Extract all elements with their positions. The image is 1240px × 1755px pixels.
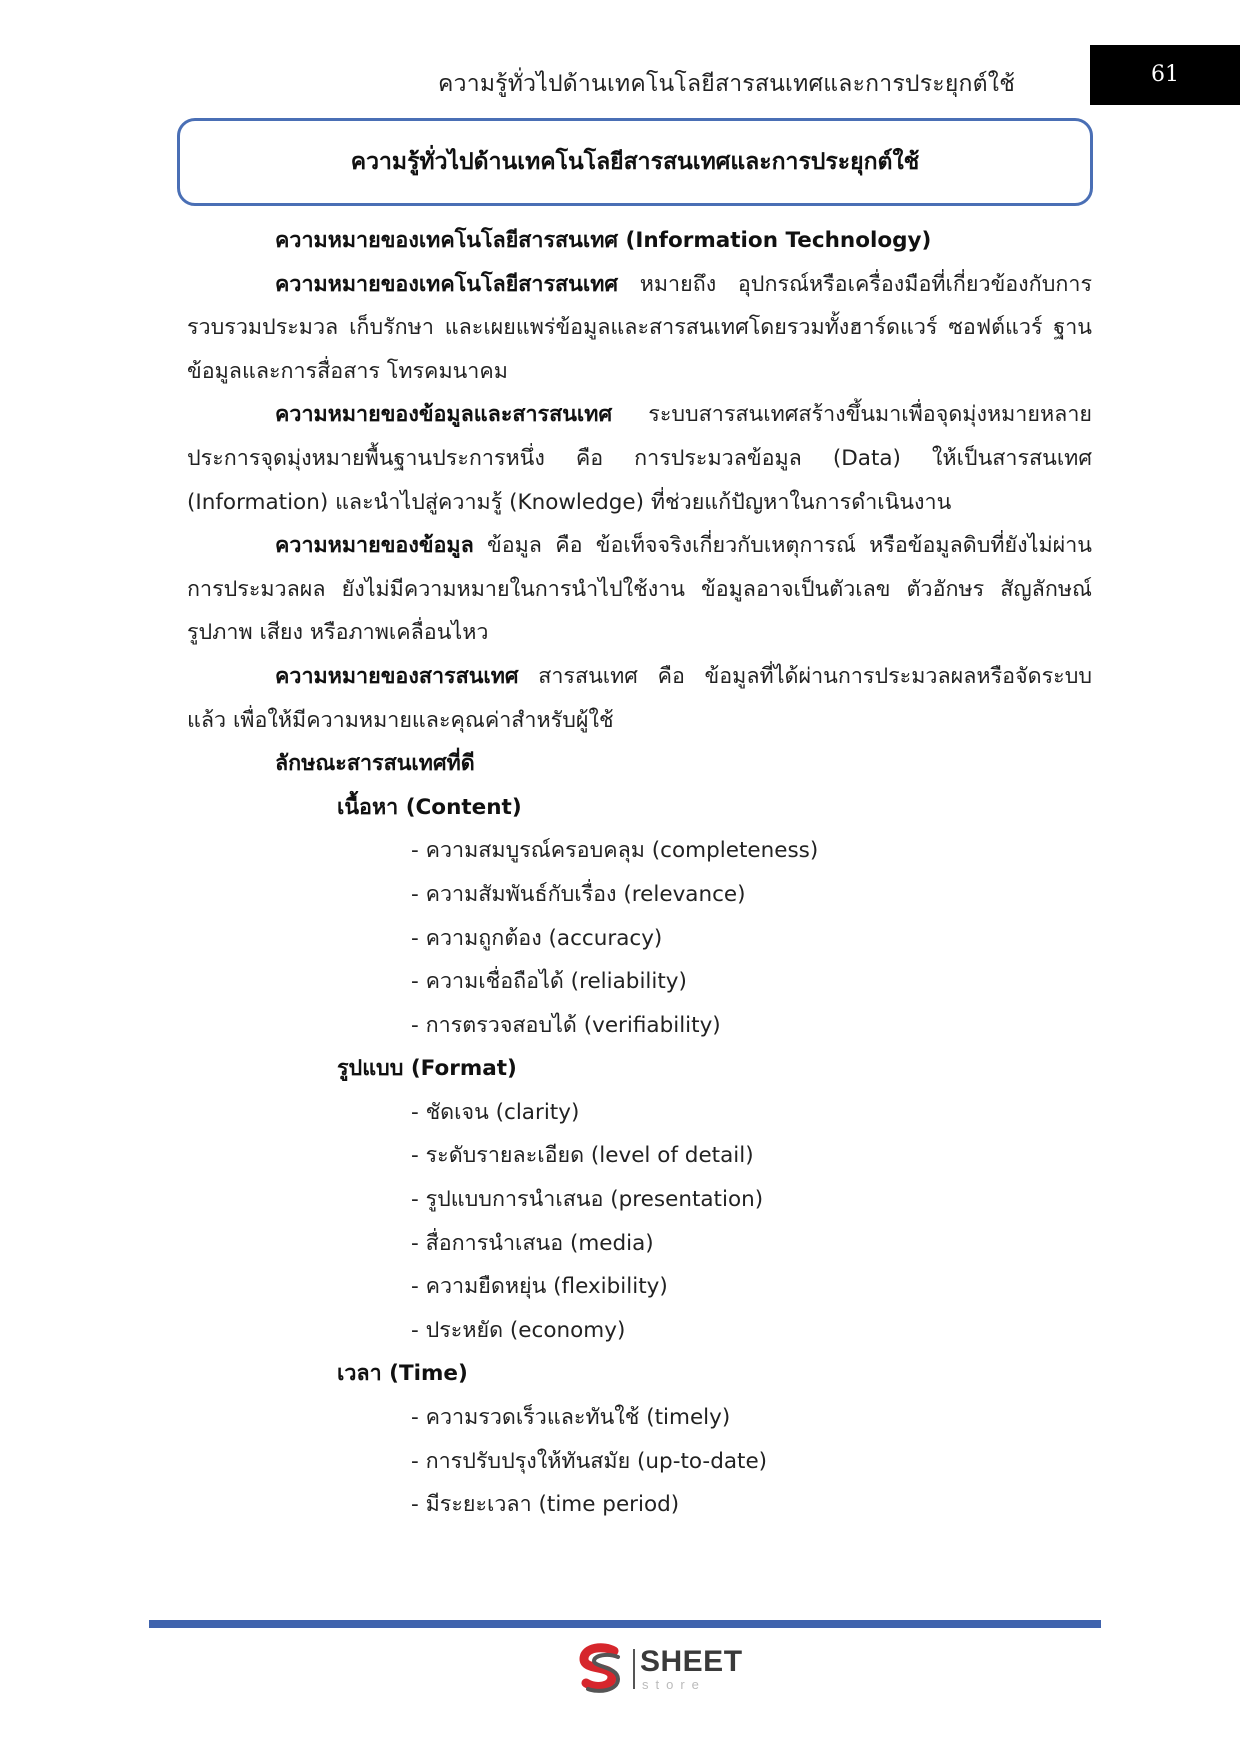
paragraph-it-definition [187, 263, 1092, 394]
paragraph-text: สารสนเทศ คือ ข้อมูลที่ได้ผ่านการประมวลผลหรือจัดระบบแล้ว เพื่อให้มีความหมายและคุณค่าสำหรับผู้ใช้ [187, 663, 1092, 733]
paragraph-text: หมายถึง อุปกรณ์หรือเครื่องมือที่เกี่ยวข้องกับการรวบรวมประมวล เก็บรักษา และเผยแพร่ข้อมูลและสารสนเทศโดยรวมทั้งฮาร์ดแวร์ ซอฟต์แวร์ ฐานข้อมูลและการสื่อสาร โทรคมนาคม [187, 271, 1092, 384]
sheet-store-logo-icon [574, 1643, 626, 1695]
paragraph-information-definition [187, 655, 1092, 742]
paragraph-term: ความหมายของข้อมูลและสารสนเทศ [275, 402, 613, 428]
paragraph-text: ระบบสารสนเทศสร้างขึ้นมาเพื่อจุดมุ่งหมายหลายประการจุดมุ่งหมายพื้นฐานประการหนึ่ง คือ การประมวลข้อมูล (Data) ให้เป็นสารสนเทศ (Information) และนำไปสู่ความรู้ (Knowledge) ที่ช่วยแก้ปัญหาในการดำเนินงาน [187, 402, 1092, 515]
sheet-store-logo [574, 1643, 744, 1695]
title-box-text: ความรู้ทั่วไปด้านเทคโนโลยีสารสนเทศและการประยุกต์ใช้ [350, 149, 920, 175]
section-heading: ความหมายของเทคโนโลยีสารสนเทศ (Information Technology) [275, 228, 932, 253]
list-item: - การปรับปรุงให้ทันสมัย (up-to-date) [411, 1448, 768, 1474]
list-item: - ความเชื่อถือได้ (reliability) [411, 969, 687, 995]
list-item: - ความสมบูรณ์ครอบคลุม (completeness) [411, 838, 819, 864]
list-item: - ความถูกต้อง (accuracy) [411, 925, 663, 951]
list-item: - ชัดเจน (clarity) [411, 1099, 580, 1125]
group-heading-format: รูปแบบ (Format) [337, 1056, 517, 1082]
list-item: - สื่อการนำเสนอ (media) [411, 1230, 654, 1256]
list-item: - มีระยะเวลา (time period) [411, 1492, 680, 1518]
footer-rule [149, 1620, 1101, 1628]
list-item: - รูปแบบการนำเสนอ (presentation) [411, 1187, 764, 1213]
header-title: ความรู้ทั่วไปด้านเทคโนโลยีสารสนเทศและการประยุกต์ใช้ [438, 71, 1015, 97]
list-item: - การตรวจสอบได้ (verifiability) [411, 1012, 721, 1038]
paragraph-data-definition [187, 524, 1092, 655]
qualities-heading: ลักษณะสารสนเทศที่ดี [275, 751, 475, 777]
list-item: - ความยืดหยุ่น (flexibility) [411, 1274, 668, 1300]
group-heading-time: เวลา (Time) [337, 1361, 468, 1387]
logo-divider [633, 1649, 635, 1689]
title-box [177, 118, 1093, 206]
paragraph-term: ความหมายของสารสนเทศ [275, 663, 519, 689]
page-number: 61 [1090, 45, 1240, 105]
logo-subtext: store [642, 1677, 706, 1692]
list-item: - ความสัมพันธ์กับเรื่อง (relevance) [411, 881, 746, 907]
paragraph-term: ความหมายของเทคโนโลยีสารสนเทศ [275, 271, 619, 297]
list-item: - ความรวดเร็วและทันใช้ (timely) [411, 1405, 731, 1431]
list-item: - ประหยัด (economy) [411, 1317, 626, 1343]
logo-wordmark: SHEET [640, 1645, 743, 1678]
paragraph-term: ความหมายของข้อมูล [275, 533, 474, 559]
document-body [187, 219, 1092, 1527]
paragraph-text: ข้อมูล คือ ข้อเท็จจริงเกี่ยวกับเหตุการณ์ หรือข้อมูลดิบที่ยังไม่ผ่านการประมวลผล ยังไม่มีความหมายในการนำไปใช้งาน ข้อมูลอาจเป็นตัวเลข ตัวอักษร สัญลักษณ์ รูปภาพ เสียง หรือภาพเคลื่อนไหว [187, 533, 1092, 646]
list-item: - ระดับรายละเอียด (level of detail) [411, 1143, 754, 1169]
paragraph-data-info-definition [187, 393, 1092, 524]
group-heading-content: เนื้อหา (Content) [337, 794, 522, 820]
